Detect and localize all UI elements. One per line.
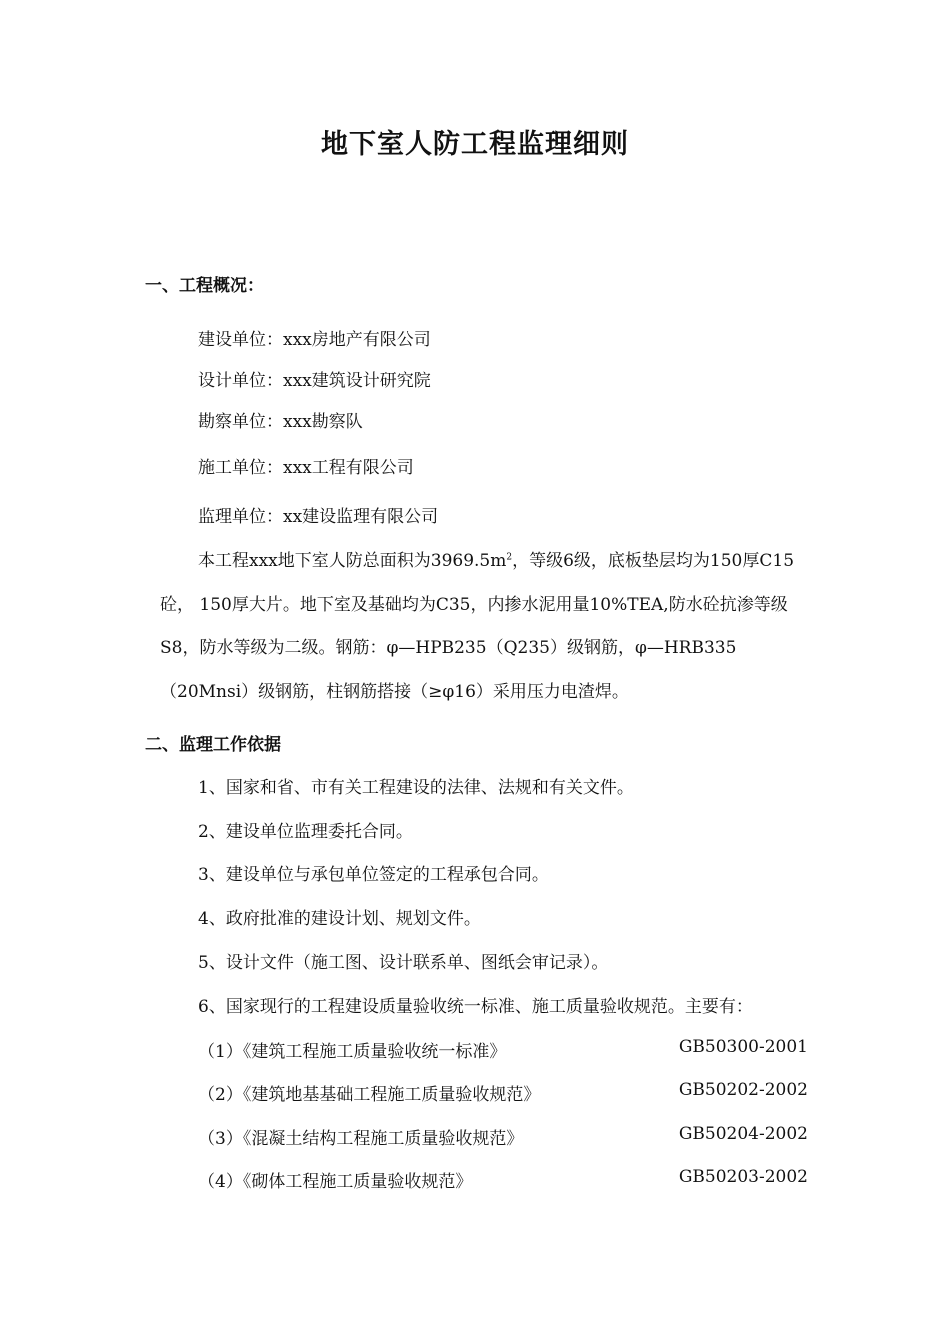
unit-line-survey: 勘察单位：xxx勘察队 — [198, 412, 363, 432]
standard-row — [198, 1037, 808, 1062]
standard-row — [198, 1167, 808, 1192]
standard-name: （1）《建筑工程施工质量验收统一标准》 — [198, 1042, 507, 1062]
basis-item: 3、建设单位与承包单位签定的工程承包合同。 — [198, 865, 549, 885]
project-overview-paragraph — [160, 540, 810, 714]
unit-line-construction: 建设单位：xxx房地产有限公司 — [198, 330, 431, 350]
basis-item: 2、建设单位监理委托合同。 — [198, 822, 413, 842]
unit-line-contractor: 施工单位：xxx工程有限公司 — [198, 458, 414, 478]
document-title: 地下室人防工程监理细则 — [321, 129, 629, 160]
standard-name: （3）《混凝土结构工程施工质量验收规范》 — [198, 1129, 524, 1149]
standard-code: GB50300-2001 — [678, 1037, 808, 1057]
standard-code: GB50202-2002 — [678, 1080, 808, 1100]
standard-name: （2）《建筑地基基础工程施工质量验收规范》 — [198, 1085, 541, 1105]
superscript-two: 2 — [506, 552, 513, 563]
unit-line-supervision: 监理单位：xx建设监理有限公司 — [198, 507, 439, 527]
standard-row — [198, 1080, 808, 1105]
basis-item: 6、国家现行的工程建设质量验收统一标准、施工质量验收规范。主要有： — [198, 997, 753, 1017]
unit-line-design: 设计单位：xxx建筑设计研究院 — [198, 371, 431, 391]
paragraph-part-a: 本工程xxx地下室人防总面积为3969.5m — [198, 551, 507, 571]
section-heading-overview: 一、工程概况： — [145, 276, 264, 296]
basis-item: 4、政府批准的建设计划、规划文件。 — [198, 909, 481, 929]
basis-item: 1、国家和省、市有关工程建设的法律、法规和有关文件。 — [198, 778, 634, 798]
basis-item: 5、设计文件（施工图、设计联系单、图纸会审记录）。 — [198, 953, 609, 973]
paragraph-part-b: ，等级6级，底板垫层均为150厚C15砼， 150厚大片。地下室及基础均为C35，内掺水泥用量10%TEA,防水砼抗渗等级S8，防水等级为二级。钢筋：φ—HPB235（Q235）级钢筋，φ—HRB335（20Mnsi）级钢筋，柱钢筋搭接（≥φ16）采用压力电渣焊。 — [160, 551, 795, 702]
standard-code: GB50203-2002 — [678, 1167, 808, 1187]
standard-code: GB50204-2002 — [678, 1124, 808, 1144]
standard-row — [198, 1124, 808, 1149]
standard-name: （4）《砌体工程施工质量验收规范》 — [198, 1172, 473, 1192]
section-heading-basis: 二、监理工作依据 — [145, 735, 281, 755]
